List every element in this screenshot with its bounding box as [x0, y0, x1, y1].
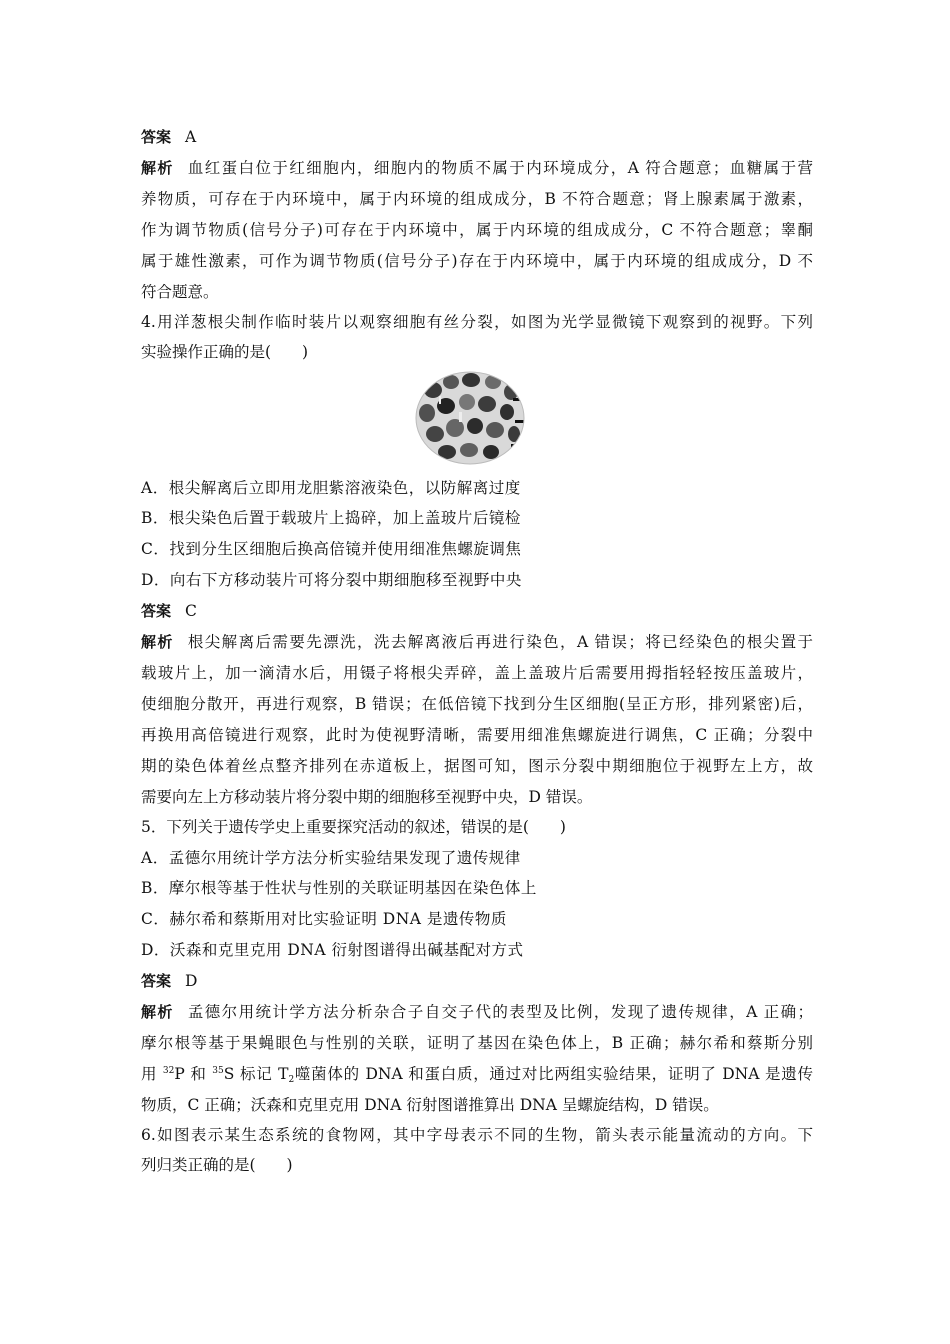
answer-label: 答案 — [141, 602, 172, 620]
analysis-text: 根尖解离后需要先漂洗，洗去解离液后再进行染色，A 错误；将已经染色的根尖置于 — [187, 633, 813, 651]
answer-value: D — [185, 972, 198, 990]
isotope-32-superscript: 32 — [162, 1066, 175, 1076]
q3-analysis-line-1 — [141, 158, 813, 178]
q5-answer-line — [141, 971, 813, 991]
answer-value: C — [185, 602, 197, 620]
text-segment: 用 — [141, 1065, 163, 1083]
q4-analysis-line-4: 再换用高倍镜进行观察，此时为使视野清晰，需要用细准焦螺旋进行调焦，C 正确；分裂中 — [141, 726, 813, 744]
q4-analysis-line-2: 载玻片上，加一滴清水后，用镊子将根尖弄碎，盖上盖玻片后需要用拇指轻轻按压盖玻片， — [141, 664, 813, 682]
q4-analysis-line-6: 需要向左上方移动装片将分裂中期的细胞移至视野中央，D 错误。 — [141, 788, 593, 806]
text-segment: 噬菌体的 DNA 和蛋白质，通过对比两组实验结果，证明了 DNA 是遗传 — [294, 1065, 813, 1083]
microscope-field-image — [413, 368, 528, 468]
q5-analysis-line-1 — [141, 1002, 813, 1022]
analysis-text: 孟德尔用统计学方法分析杂合子自交子代的表型及比例，发现了遗传规律，A 正确； — [187, 1003, 813, 1021]
analysis-label: 解析 — [141, 159, 174, 177]
analysis-label: 解析 — [141, 633, 174, 651]
q4-option-b: B．根尖染色后置于载玻片上捣碎，加上盖玻片后镜检 — [141, 509, 521, 527]
q3-analysis-line-2: 养物质，可存在于内环境中，属于内环境的组成成分，B 不符合题意；肾上腺素属于激素， — [141, 190, 813, 208]
q4-analysis-line-3: 使细胞分散开，再进行观察，B 错误；在低倍镜下找到分生区细胞(呈正方形，排列紧密)后， — [141, 695, 813, 713]
q4-option-c: C．找到分生区细胞后换高倍镜并使用细准焦螺旋调焦 — [141, 540, 522, 558]
q3-analysis-line-4: 属于雄性激素，可作为调节物质(信号分子)存在于内环境中，属于内环境的组成成分，D 不 — [141, 252, 813, 270]
q3-answer-line — [141, 127, 813, 147]
q5-analysis-line-2: 摩尔根等基于果蝇眼色与性别的关联，证明了基因在染色体上，B 正确；赫尔希和蔡斯分别 — [141, 1034, 813, 1052]
q5-analysis-line-4: 物质，C 正确；沃森和克里克用 DNA 衍射图谱推算出 DNA 呈螺旋结构，D 错误。 — [141, 1096, 719, 1114]
q5-analysis-line-3 — [141, 1064, 813, 1084]
q5-option-d: D．沃森和克里克用 DNA 衍射图谱得出碱基配对方式 — [141, 941, 524, 959]
analysis-label: 解析 — [141, 1003, 174, 1021]
answer-label: 答案 — [141, 972, 172, 990]
text-segment: P 和 — [174, 1065, 213, 1083]
q4-analysis-line-5: 期的染色体着丝点整齐排列在赤道板上，据图可知，图示分裂中期细胞位于视野左上方，故 — [141, 757, 813, 775]
answer-value: A — [185, 128, 197, 146]
q6-stem-line-2: 列归类正确的是( ) — [141, 1156, 293, 1174]
analysis-text: 血红蛋白位于红细胞内，细胞内的物质不属于内环境成分，A 符合题意；血糖属于营 — [187, 159, 813, 177]
q6-stem-line-1: 6.如图表示某生态系统的食物网，其中字母表示不同的生物，箭头表示能量流动的方向。下 — [141, 1126, 813, 1144]
isotope-35-superscript: 35 — [212, 1066, 224, 1076]
t2-subscript: 2 — [288, 1075, 295, 1085]
q3-analysis-line-3: 作为调节物质(信号分子)可存在于内环境中，属于内环境的组成成分，C 不符合题意；睾酮 — [141, 221, 813, 239]
text-segment: S 标记 T — [223, 1065, 289, 1083]
q4-answer-line — [141, 601, 813, 621]
q4-option-d: D．向右下方移动装片可将分裂中期细胞移至视野中央 — [141, 571, 522, 589]
q5-stem: 5．下列关于遗传学史上重要探究活动的叙述，错误的是( ) — [141, 818, 566, 836]
q4-stem-line-1: 4.用洋葱根尖制作临时装片以观察细胞有丝分裂，如图为光学显微镜下观察到的视野。下列 — [141, 313, 813, 331]
answer-label: 答案 — [141, 128, 172, 146]
q4-option-a: A．根尖解离后立即用龙胆紫溶液染色，以防解离过度 — [141, 479, 521, 497]
q5-option-c: C．赫尔希和蔡斯用对比实验证明 DNA 是遗传物质 — [141, 910, 507, 928]
q4-stem-line-2: 实验操作正确的是( ) — [141, 343, 309, 361]
q4-analysis-line-1 — [141, 632, 813, 652]
q5-option-b: B．摩尔根等基于性状与性别的关联证明基因在染色体上 — [141, 879, 537, 897]
q3-analysis-line-5: 符合题意。 — [141, 283, 219, 301]
q5-option-a: A．孟德尔用统计学方法分析实验结果发现了遗传规律 — [141, 849, 521, 867]
